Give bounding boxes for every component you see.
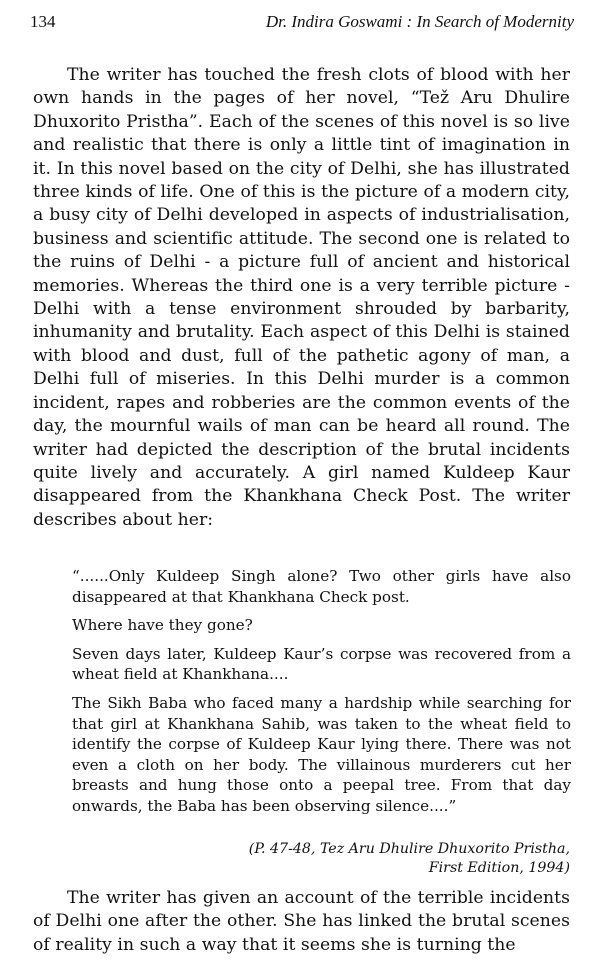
running-title: Dr. Indira Goswami : In Search of Modernity — [265, 12, 574, 31]
body-paragraph-2 — [33, 887, 570, 957]
citation-line-1: (P. 47-48, Tez Aru Dhulire Dhuxorito Pristha, — [248, 841, 570, 857]
paragraph-2-text: The writer has given an account of the terrible incidents of Delhi one after the other. She has linked the brutal scenes of reality in such a way that it seems she is turning the — [33, 888, 570, 955]
paragraph-1-text: The writer has touched the fresh clots of blood with her own hands in the pages of her novel, “Tež Aru Dhulire Dhuxorito Pristha”. Each of the scenes of this novel is so live and realistic that there is only a little tint of imagination in it. In this novel based on the city of Delhi, she has illustrated three kinds of life. One of this is the picture of a modern city, a busy city of Delhi developed in aspects of industrialisation, business and scientific attitude. The second one is related to the ruins of Delhi - a picture full of ancient and historical memories. Whereas the third one is a very terrible picture - Delhi with a tense environment shrouded by barbarity, inhumanity and brutality. Each aspect of this Delhi is stained with blood and dust, full of the pathetic agony of man, a Delhi full of miseries. In this Delhi murder is a common incident, rapes and robberies are the common events of the day, the mournful wails of man can be heard all round. The writer had depicted the description of the brutal incidents quite lively and accurately. A girl named Kuldeep Kaur disappeared from the Khankhana Check Post. The writer describes about her: — [33, 65, 570, 530]
quote-citation — [249, 840, 570, 878]
quote-paragraph: “......Only Kuldeep Singh alone? Two other girls have also disappeared at that Khankhana Check post. — [72, 567, 571, 606]
page-number: 134 — [30, 12, 56, 31]
citation-line-2: First Edition, 1994) — [428, 860, 570, 876]
quote-paragraph: Seven days later, Kuldeep Kaur’s corpse was recovered from a wheat field at Khankhana.... — [72, 644, 571, 684]
block-quote — [72, 566, 571, 825]
body-paragraph-1 — [33, 64, 570, 532]
quote-paragraph: Where have they gone? — [72, 616, 253, 635]
page-header — [30, 12, 574, 36]
quote-paragraph: The Sikh Baba who faced many a hardship while searching for that girl at Khankhana Sahib, was taken to the wheat field to identify the corpse of Kuldeep Kaur lying there. There was not even a cloth on her body. The villainous murderers cut her breasts and hung those onto a peepal tree. From that day onwards, the Baba has been observing silence....” — [72, 693, 571, 815]
